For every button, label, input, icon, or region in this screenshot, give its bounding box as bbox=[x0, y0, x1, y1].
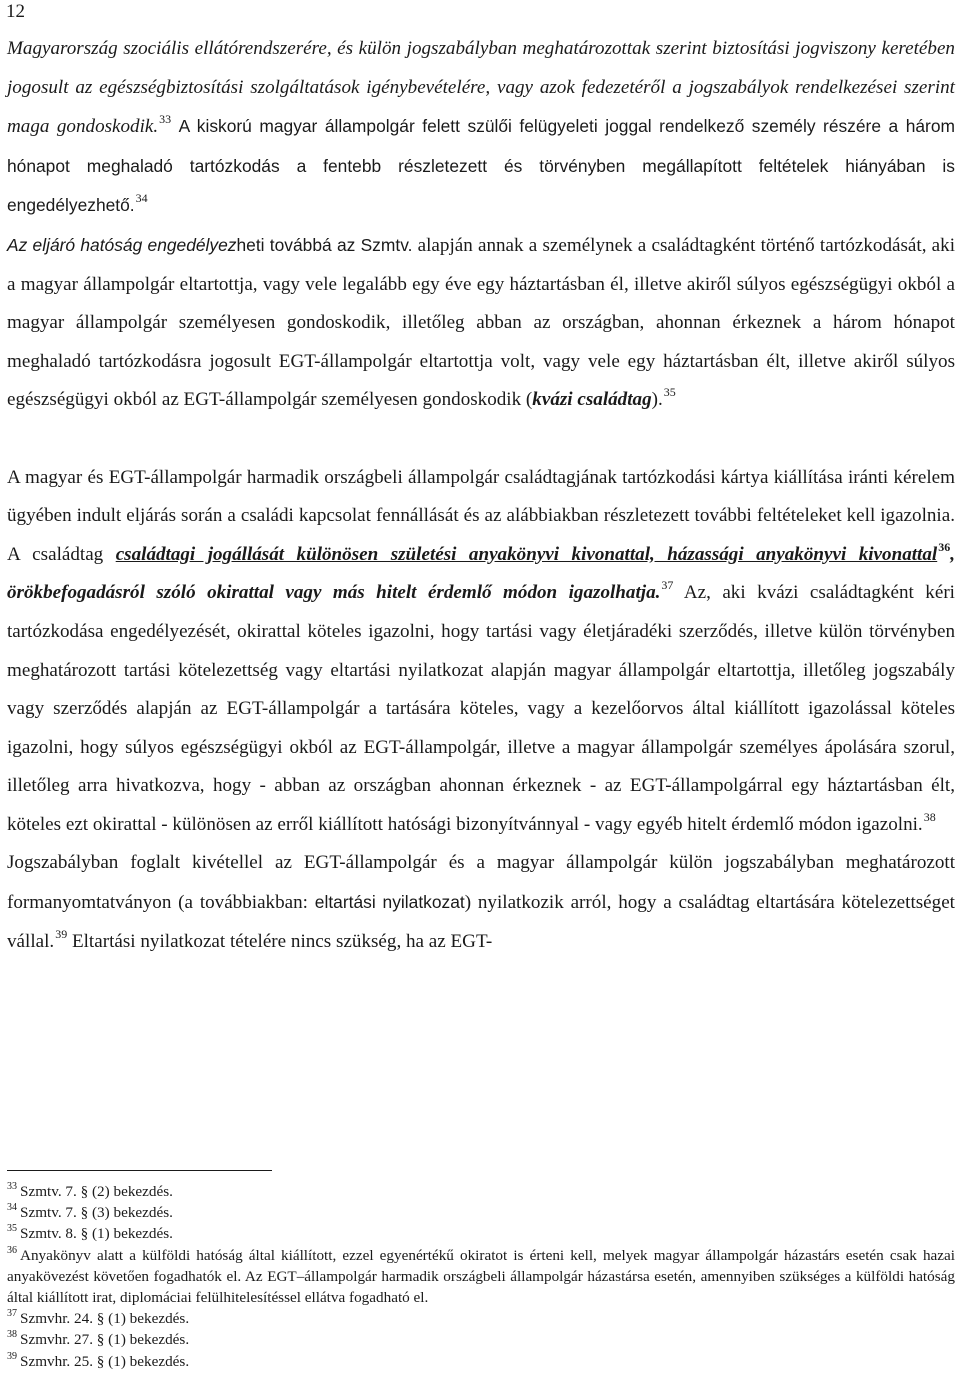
footnote-number: 36 bbox=[7, 1244, 17, 1256]
p2-kvazi-csaladtag: kvázi családtag bbox=[532, 389, 652, 411]
footnote bbox=[7, 1245, 955, 1309]
p2-text-c: alapján annak a személynek a családtagként történő tartózkodását, aki a magyar állampolgár eltartottja, vagy vele legalább egy éve egy háztartásban él, illetve akiről súlyos egészségügyi okból a magyar állampolgár személyesen gondoskodik, illetőleg abban az országban, ahonnan érkeznek a három hónapot meghaladó tartózkodásra jogosult EGT-állampolgár eltartottja volt, vagy vele egy háztartásban élt, illetve akiről súlyos egészségügyi okból az EGT-állampolgár személyesen gondoskodik ( bbox=[7, 234, 956, 411]
footnote-ref-39[interactable]: 39 bbox=[55, 926, 68, 941]
body-text bbox=[7, 30, 955, 961]
footnote-ref-33[interactable]: 33 bbox=[159, 112, 172, 127]
footnote-ref-37[interactable]: 37 bbox=[661, 578, 674, 593]
footnote-text: Szmtv. 7. § (2) bekezdés. bbox=[20, 1183, 173, 1200]
footnote-separator bbox=[7, 1170, 272, 1171]
footnote-text: Szmvhr. 24. § (1) bekezdés. bbox=[20, 1310, 190, 1328]
p1-line1: Magyarország szociális ellátórendszerére, és külön jogszabályban meghatározottak szerint biztosítási bbox=[7, 38, 790, 59]
footnote-number: 38 bbox=[7, 1329, 17, 1341]
footnote-number: 37 bbox=[7, 1308, 17, 1320]
p1-line3: a jogszabályok rendelkezései szerint maga gondoskodik. bbox=[7, 76, 955, 138]
footnotes bbox=[7, 1181, 955, 1372]
p3-bold-c: . bbox=[655, 582, 661, 604]
footnote-number: 39 bbox=[7, 1350, 17, 1362]
footnote-ref-38[interactable]: 38 bbox=[923, 809, 936, 824]
footnote bbox=[7, 1308, 955, 1329]
footnote-number: 35 bbox=[7, 1223, 17, 1235]
p4-text-d: Eltartási nyilatkozat tételére nincs szükség, ha az EGT- bbox=[71, 930, 493, 952]
paragraph-2 bbox=[7, 226, 955, 420]
p4-text-a: Jogszabályban foglalt kivétellel az EGT-állampolgár és a magyar állampolgár külön jogszabályban meghatározott formanyomtatványon (a továbbiakban: bbox=[7, 852, 955, 914]
p1-text2: A kiskorú magyar állampolgár felett szülői felügyeleti joggal rendelkező személy részére a három hónapot meghaladó tartózkodás a fentebb részletezett és törvényben megállapított feltételek hiányában is engedélyezhető. bbox=[7, 116, 955, 216]
footnote-ref-34[interactable]: 34 bbox=[135, 191, 148, 206]
footnote-text: Szmtv. 8. § (1) bekezdés. bbox=[20, 1225, 173, 1243]
p2-text-b: heti továbbá az Szmtv. bbox=[236, 234, 413, 255]
footnote-text: Szmvhr. 25. § (1) bekezdés. bbox=[20, 1352, 190, 1370]
footnote-number: 34 bbox=[7, 1202, 17, 1214]
footnote bbox=[7, 1202, 955, 1223]
footnote bbox=[7, 1181, 955, 1202]
footnote-ref-36[interactable]: 36 bbox=[938, 539, 951, 554]
p2-text-a: Az eljáró hatóság engedélyez bbox=[7, 234, 237, 255]
paragraph-1 bbox=[7, 30, 955, 226]
footnote bbox=[7, 1329, 955, 1350]
footnote-text: Szmtv. 7. § (3) bekezdés. bbox=[20, 1204, 173, 1222]
p4-text-b: eltartási nyilatkozat bbox=[314, 892, 465, 913]
p1-line2: jogviszony keretében jogosult az egészségbiztosítási szolgáltatások igénybevételére, vagy azok fedezetéről bbox=[7, 38, 955, 98]
p4-text-c: ) nyilatkozik arról, hogy a családtag eltartására kötelezettséget vállal. bbox=[7, 892, 955, 952]
p3-text-a: A magyar és EGT-állampolgár harmadik országbeli állampolgár családtagjának tartózkodási kártya kiállítása iránti kérelem ügyében indult eljárás során a családi kapcsolat fennállását és az alábbiakban részletezett további feltételeket kell igazolnia. A családtag bbox=[7, 466, 955, 565]
footnote-ref-35[interactable]: 35 bbox=[663, 385, 676, 400]
footnote-text: Szmvhr. 27. § (1) bekezdés. bbox=[20, 1331, 190, 1349]
page-number: 12 bbox=[6, 1, 25, 22]
p3-bold-b: , örökbefogadásról szóló okirattal vagy más hitelt érdemlő módon igazolhatja bbox=[7, 543, 955, 604]
footnote-number: 33 bbox=[7, 1181, 17, 1192]
paragraph-3 bbox=[7, 459, 955, 845]
footnote-text: Anyakönyv alatt a külföldi hatóság által kiállított, ezzel egyenértékű okiratot is érteni kell, melyek magyar állampolgár házastárs esetén csak hazai anyakövezést követően fogadhatók el. Az EGT–állampolgár harmadik országbeli állampolgár házastársa esetén, amennyiben szükséges a külföldi hatóság által kiállított irat, diplomáciai felülhitelesítéssel ellátva fogadható el. bbox=[7, 1246, 955, 1307]
p3-text-b: Az, aki kvázi családtagként kéri tartózkodása engedélyezését, okirattal köteles igazolni, hogy tartási vagy életjáradéki szerződés, illetve külön törvényben meghatározott tartási kötelezettség vagy eltartási nyilatkozat alapján magyar állampolgár eltartottja, illetőleg jogszabály vagy szerződés alapján az EGT-állampolgár a tartására köteles, vagy a kezelőorvos által kiállított igazolással köteles igazolni, hogy súlyos egészségügyi okból az EGT-állampolgár, illetve a magyar állampolgár személyes ápolására szorul, illetőleg arra hivatkozva, hogy - abban az országban ahonnan érkeznek - az EGT-állampolgárral egy háztartásban élt, köteles ezt okirattal - különösen az erről kiállított hatósági bizonyítvánnyal - vagy egyéb hitelt érdemlő módon igazolni. bbox=[7, 582, 955, 835]
footnote bbox=[7, 1223, 955, 1244]
footnote bbox=[7, 1351, 955, 1372]
p3-bold-a: családtagi jogállását különösen születési anyakönyvi kivonattal, házassági anyakönyvi kivonattal bbox=[115, 543, 938, 565]
paragraph-gap bbox=[7, 420, 955, 459]
p2-text-d: ). bbox=[651, 389, 663, 411]
paragraph-4 bbox=[7, 844, 955, 961]
